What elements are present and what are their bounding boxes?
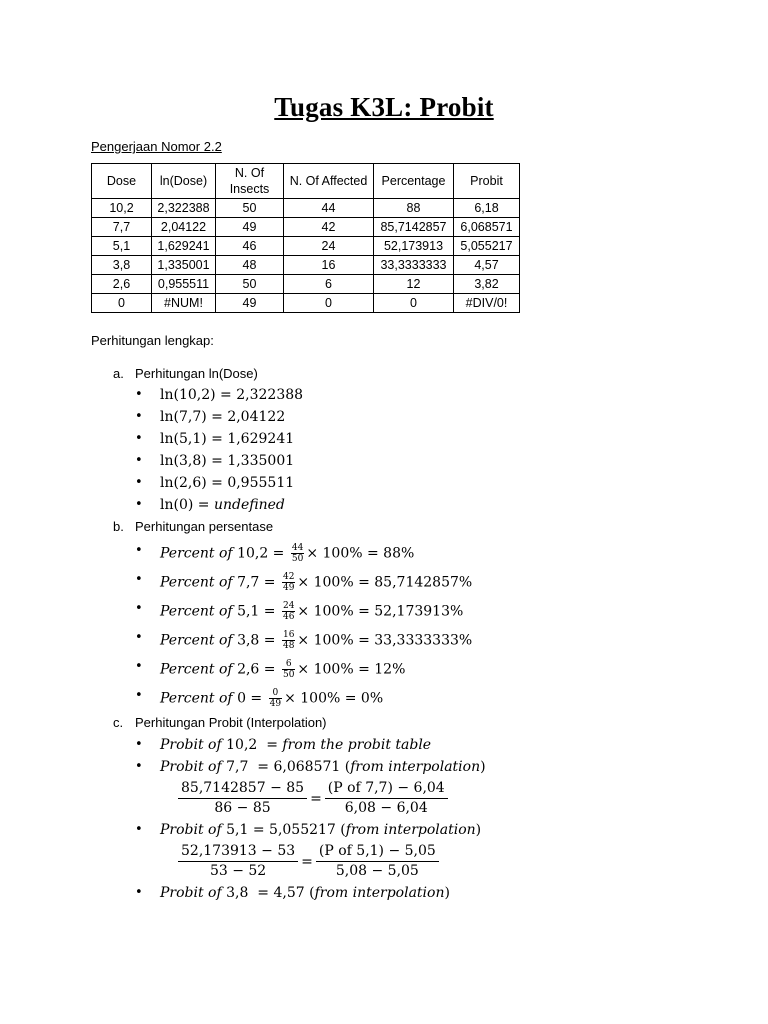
table-cell: 0 bbox=[92, 294, 152, 313]
bullet-icon: • bbox=[135, 431, 143, 446]
table-cell: 16 bbox=[284, 256, 374, 275]
fraction-denominator: 50 bbox=[282, 670, 295, 680]
table-cell: 6 bbox=[284, 275, 374, 294]
bullet-icon: • bbox=[135, 601, 143, 616]
fraction bbox=[282, 630, 295, 651]
list-marker: a. bbox=[113, 366, 124, 381]
table-cell: 46 bbox=[216, 237, 284, 256]
fraction-numerator: (P of 7,7) − 6,04 bbox=[325, 779, 448, 799]
percent-result: 88% bbox=[383, 545, 415, 562]
table-cell: #DIV/0! bbox=[454, 294, 520, 313]
bullet-icon: • bbox=[135, 387, 143, 402]
fraction bbox=[282, 659, 295, 680]
fraction bbox=[325, 779, 448, 818]
table-cell: 49 bbox=[216, 294, 284, 313]
fraction-numerator: 52,173913 − 53 bbox=[178, 842, 298, 862]
percent-dose: 3,8 bbox=[237, 632, 260, 649]
percent-result: 85,7142857% bbox=[374, 574, 473, 591]
part-label-text: Perhitungan persentase bbox=[135, 519, 274, 534]
header-dose: Dose bbox=[92, 164, 152, 199]
table-cell: 5,1 bbox=[92, 237, 152, 256]
ln-result: 2,04122 bbox=[227, 409, 286, 425]
percent-dose: 0 bbox=[237, 690, 246, 707]
interpolation-equation: $\frac{85,7142857 - 85}{86 - 85}$ = $\frac{\text{(P of 7,7) − 6,04}}{6,08 - 6,04}$ bbox=[178, 779, 448, 818]
bullet-icon: • bbox=[135, 409, 143, 424]
fraction bbox=[282, 572, 295, 593]
fraction-numerator: 42 bbox=[282, 572, 295, 582]
table-cell: 49 bbox=[216, 218, 284, 237]
percent-result: 12% bbox=[374, 661, 406, 678]
section-heading: Pengerjaan Nomor 2.2 bbox=[91, 139, 222, 154]
table-row bbox=[92, 218, 520, 237]
part-c-label bbox=[113, 715, 327, 730]
probit-note: from the probit table bbox=[282, 737, 432, 753]
bullet-icon: • bbox=[135, 543, 143, 558]
percent-dose: 10,2 bbox=[237, 545, 269, 562]
table-cell: 24 bbox=[284, 237, 374, 256]
list-marker: b. bbox=[113, 519, 124, 534]
fraction-denominator: 5,08 − 5,05 bbox=[335, 863, 419, 879]
table-cell: 48 bbox=[216, 256, 284, 275]
list-marker: c. bbox=[113, 715, 124, 730]
table-cell: 85,7142857 bbox=[374, 218, 454, 237]
table-cell: 6,18 bbox=[454, 199, 520, 218]
table-cell: 0 bbox=[374, 294, 454, 313]
table-cell: 50 bbox=[216, 275, 284, 294]
bullet-icon: • bbox=[135, 630, 143, 645]
table-cell: 2,322388 bbox=[152, 199, 216, 218]
ln-arg: 0 bbox=[178, 497, 188, 513]
bullet-icon: • bbox=[135, 688, 143, 703]
bullet-icon: • bbox=[135, 497, 143, 512]
bullet-icon: • bbox=[135, 822, 143, 837]
table-cell: 3,82 bbox=[454, 275, 520, 294]
table-row bbox=[92, 294, 520, 313]
part-b-label bbox=[113, 519, 273, 534]
ln-arg: 10,2 bbox=[178, 387, 211, 403]
table-cell: #NUM! bbox=[152, 294, 216, 313]
probit-note: from interpolation bbox=[345, 822, 476, 838]
fraction-numerator: 16 bbox=[282, 630, 295, 640]
header-percentage: Percentage bbox=[374, 164, 454, 199]
table-row bbox=[92, 256, 520, 275]
bullet-icon: • bbox=[135, 759, 143, 774]
intro-text: Perhitungan lengkap: bbox=[91, 333, 214, 348]
ln-arg: 2,6 bbox=[178, 475, 202, 491]
probit-dose: 10,2 bbox=[226, 737, 258, 753]
percent-result: 33,3333333% bbox=[374, 632, 473, 649]
table-cell: 7,7 bbox=[92, 218, 152, 237]
table-row bbox=[92, 237, 520, 256]
fraction bbox=[291, 543, 304, 564]
probit-value: 5,055217 bbox=[269, 822, 336, 838]
table-cell: 50 bbox=[216, 199, 284, 218]
table-cell: 0,955511 bbox=[152, 275, 216, 294]
ln-arg: 3,8 bbox=[178, 453, 202, 469]
probit-note: from interpolation bbox=[350, 759, 481, 775]
table-cell: 88 bbox=[374, 199, 454, 218]
bullet-icon: • bbox=[135, 475, 143, 490]
table-header-row bbox=[92, 164, 520, 199]
table-cell: 1,335001 bbox=[152, 256, 216, 275]
bullet-icon: • bbox=[135, 885, 143, 900]
table-cell: 3,8 bbox=[92, 256, 152, 275]
table-cell: 42 bbox=[284, 218, 374, 237]
ln-result: undefined bbox=[213, 497, 285, 513]
fraction-numerator: (P of 5,1) − 5,05 bbox=[316, 842, 439, 862]
ln-result: 2,322388 bbox=[236, 387, 304, 403]
probit-data-table bbox=[91, 163, 520, 313]
header-ln-dose: ln(Dose) bbox=[152, 164, 216, 199]
probit-value: 6,068571 bbox=[273, 759, 341, 775]
ln-result: 1,335001 bbox=[227, 453, 295, 469]
ln-arg: 7,7 bbox=[178, 409, 202, 425]
fraction bbox=[269, 688, 282, 709]
ln-result: 0,955511 bbox=[227, 475, 295, 491]
table-cell: 4,57 bbox=[454, 256, 520, 275]
fraction-denominator: 46 bbox=[282, 612, 295, 622]
percent-result: 0% bbox=[360, 690, 384, 707]
percent-dose: 7,7 bbox=[237, 574, 260, 591]
table-cell: 44 bbox=[284, 199, 374, 218]
fraction-denominator: 49 bbox=[282, 583, 295, 593]
ln-arg: 5,1 bbox=[178, 431, 202, 447]
fraction-denominator: 50 bbox=[291, 554, 304, 564]
probit-dose: 5,1 bbox=[226, 822, 249, 838]
fraction-numerator: 85,7142857 − 85 bbox=[178, 779, 307, 799]
bullet-icon: • bbox=[135, 737, 143, 752]
probit-note: from interpolation bbox=[314, 885, 445, 901]
percent-dose: 2,6 bbox=[237, 661, 260, 678]
table-cell: 1,629241 bbox=[152, 237, 216, 256]
ln-result: 1,629241 bbox=[227, 431, 295, 447]
fraction-denominator: 53 − 52 bbox=[209, 863, 267, 879]
part-label-text: Perhitungan Probit (Interpolation) bbox=[135, 715, 327, 730]
fraction-numerator: 0 bbox=[269, 688, 282, 699]
percent-dose: 5,1 bbox=[237, 603, 260, 620]
fraction-numerator: 24 bbox=[282, 601, 295, 611]
header-n-insects: N. Of Insects bbox=[216, 164, 284, 199]
fraction bbox=[316, 842, 439, 881]
fraction bbox=[178, 842, 298, 881]
part-label-text: Perhitungan ln(Dose) bbox=[135, 366, 258, 381]
bullet-icon: • bbox=[135, 453, 143, 468]
fraction-denominator: 6,08 − 6,04 bbox=[344, 800, 428, 816]
bullet-icon: • bbox=[135, 572, 143, 587]
table-row bbox=[92, 275, 520, 294]
probit-value: 4,57 bbox=[273, 885, 305, 901]
table-cell: 6,068571 bbox=[454, 218, 520, 237]
page-title: Tugas K3L: Probit bbox=[274, 92, 494, 122]
fraction bbox=[282, 601, 295, 622]
header-n-affected: N. Of Affected bbox=[284, 164, 374, 199]
table-row bbox=[92, 199, 520, 218]
table-cell: 2,04122 bbox=[152, 218, 216, 237]
bullet-icon: • bbox=[135, 659, 143, 674]
table-cell: 52,173913 bbox=[374, 237, 454, 256]
fraction-denominator: 49 bbox=[269, 699, 282, 709]
header-probit: Probit bbox=[454, 164, 520, 199]
part-a-label bbox=[113, 366, 258, 381]
table-cell: 0 bbox=[284, 294, 374, 313]
table-cell: 33,3333333 bbox=[374, 256, 454, 275]
fraction-denominator: 86 − 85 bbox=[214, 800, 271, 816]
probit-dose: 3,8 bbox=[226, 885, 249, 901]
fraction-numerator: 6 bbox=[282, 659, 295, 670]
table-cell: 12 bbox=[374, 275, 454, 294]
table-cell: 2,6 bbox=[92, 275, 152, 294]
fraction-numerator: 44 bbox=[291, 543, 304, 553]
table-cell: 10,2 bbox=[92, 199, 152, 218]
interpolation-equation: $\frac{52,173913 - 53}{53 - 52}$ = $\frac{\text{(P of 5,1) − 5,05}}{5,08 - 5,05}$ bbox=[178, 842, 439, 881]
probit-dose: 7,7 bbox=[226, 759, 249, 775]
percent-result: 52,173913% bbox=[374, 603, 464, 620]
fraction bbox=[178, 779, 307, 818]
fraction-denominator: 48 bbox=[282, 641, 295, 651]
table-cell: 5,055217 bbox=[454, 237, 520, 256]
